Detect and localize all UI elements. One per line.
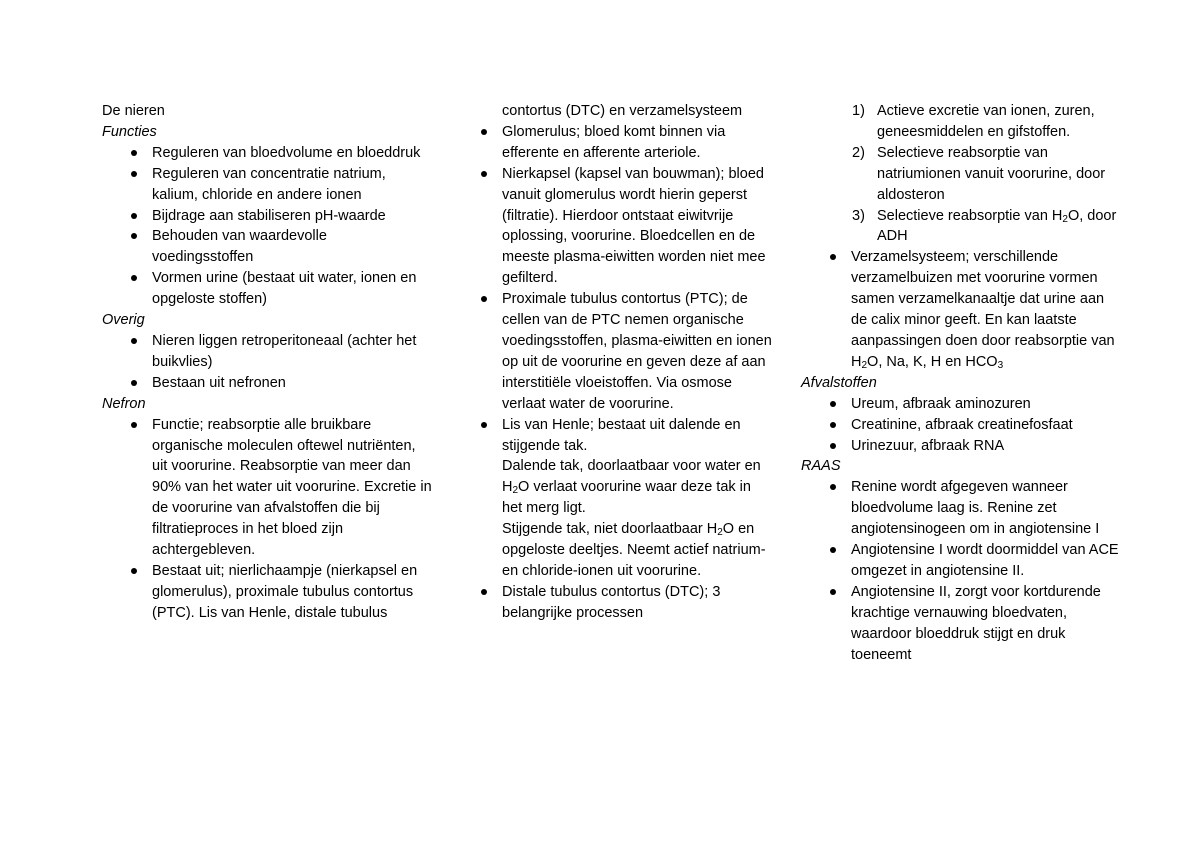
numbered-item <box>801 101 1121 143</box>
overig-list <box>102 331 432 394</box>
text-span: Stijgende tak, niet doorlaatbaar H <box>502 521 718 538</box>
item-number: 1) <box>852 103 865 119</box>
subscript: 2 <box>512 485 519 497</box>
numbered-item <box>801 143 1121 206</box>
text-span: Verzamelsysteem; verschillende verzamelbuizen met voorurine vormen samen verzamelkanaaltje dat urine aan de calix minor geeft. En kan laatste aanpassingen doen door reabsorptie van H <box>851 249 1115 370</box>
list-item: Bestaan uit nefronen <box>102 373 432 394</box>
section-heading-functies: Functies <box>102 123 157 140</box>
list-item: Renine wordt afgegeven wanneer bloedvolume laag is. Renine zet angiotensinogeen om in angiotensine I <box>801 477 1121 540</box>
subscript: 3 <box>997 359 1004 371</box>
section-heading-afvalstoffen: Afvalstoffen <box>801 374 877 391</box>
list-item: Proximale tubulus contortus (PTC); de cellen van de PTC nemen organische voedingsstoffen, plasma-eiwitten en ionen op uit de voorurine en geven deze af aan interstitiële vloeistoffen. Via osmose verlaat water de voorurine. <box>452 289 772 414</box>
list-item: Angiotensine I wordt doormiddel van ACE omgezet in angiotensine II. <box>801 540 1121 582</box>
raas-list <box>801 477 1121 665</box>
dtc-process-list <box>801 101 1121 247</box>
subscript: 2 <box>1062 213 1068 225</box>
item-text: O, door ADH <box>877 207 1117 245</box>
list-item: Ureum, afbraak aminozuren <box>801 394 1121 415</box>
text-span: Dalende tak, doorlaatbaar voor water en H <box>502 458 761 496</box>
list-item: Behouden van waardevolle voedingsstoffen <box>102 226 432 268</box>
list-item: Nieren liggen retroperitoneaal (achter het buikvlies) <box>102 331 432 373</box>
verzamel-list <box>801 247 1121 372</box>
list-item: Distale tubulus contortus (DTC); 3 belangrijke processen <box>452 582 772 624</box>
text-span: O en opgeloste deeltjes. Neemt actief natrium- en chloride-ionen uit voorurine. <box>502 521 766 579</box>
subscript: 2 <box>861 359 868 371</box>
item-text: Actieve excretie van ionen, zuren, geneesmiddelen en gifstoffen. <box>877 103 1095 140</box>
functies-list <box>102 143 432 310</box>
list-item: Glomerulus; bloed komt binnen via efferente en afferente arteriole. <box>452 122 772 164</box>
henle-stijgende-tak <box>502 519 772 582</box>
text-span: O, Na, K, H en HCO <box>867 353 998 370</box>
henle-dalende-tak <box>502 456 772 519</box>
column-2 <box>452 101 772 624</box>
list-item: Functie; reabsorptie alle bruikbare organische moleculen oftewel nutriënten, uit voorurine. Reabsorptie van meer dan 90% van het water uit voorurine. Excretie in de voorurine van afvalstoffen die bij filtratieproces in het bloed zijn achtergebleven. <box>102 415 432 561</box>
numbered-item <box>801 206 1121 248</box>
section-heading-overig: Overig <box>102 312 145 329</box>
list-item: Urinezuur, afbraak RNA <box>801 436 1121 457</box>
list-item: Bestaat uit; nierlichaampje (nierkapsel en glomerulus), proximale tubulus contortus (PTC). Lis van Henle, distale tubulus <box>102 561 432 624</box>
document-title: De nieren <box>102 103 165 119</box>
item-number: 3) <box>852 207 865 224</box>
list-item: Reguleren van concentratie natrium, kalium, chloride en andere ionen <box>102 164 432 206</box>
list-item-henle <box>452 415 772 582</box>
list-item: Vormen urine (bestaat uit water, ionen en opgeloste stoffen) <box>102 268 432 310</box>
list-item: Nierkapsel (kapsel van bouwman); bloed vanuit glomerulus wordt hierin geperst (filtratie). Hierdoor ontstaat eiwitvrije oplossing, voorurine. Bloedcellen en de meeste plasma-eiwitten worden niet mee gefilterd. <box>452 164 772 289</box>
afval-list <box>801 394 1121 457</box>
item-number: 2) <box>852 144 865 161</box>
list-item <box>801 247 1121 372</box>
item-text: Selectieve reabsorptie van H <box>877 207 1063 224</box>
section-heading-nefron: Nefron <box>102 395 146 412</box>
henle-line: Lis van Henle; bestaat uit dalende en stijgende tak. <box>502 416 741 454</box>
nefron-parts-list <box>452 122 772 624</box>
column-3 <box>801 101 1121 665</box>
list-item-continuation: contortus (DTC) en verzamelsysteem <box>502 103 743 119</box>
item-text: Selectieve reabsorptie van natriumionen vanuit voorurine, door aldosteron <box>877 144 1106 203</box>
column-1 <box>102 101 432 624</box>
list-item: Creatinine, afbraak creatinefosfaat <box>801 415 1121 436</box>
nefron-list <box>102 415 432 624</box>
list-item: Bijdrage aan stabiliseren pH-waarde <box>102 206 432 227</box>
text-span: O verlaat voorurine waar deze tak in het merg ligt. <box>502 479 751 517</box>
section-heading-raas: RAAS <box>801 458 841 475</box>
list-item: Angiotensine II, zorgt voor kortdurende krachtige vernauwing bloedvaten, waardoor bloeddruk stijgt en druk toeneemt <box>801 582 1121 666</box>
list-item: Reguleren van bloedvolume en bloeddruk <box>102 143 432 164</box>
subscript: 2 <box>717 527 723 539</box>
